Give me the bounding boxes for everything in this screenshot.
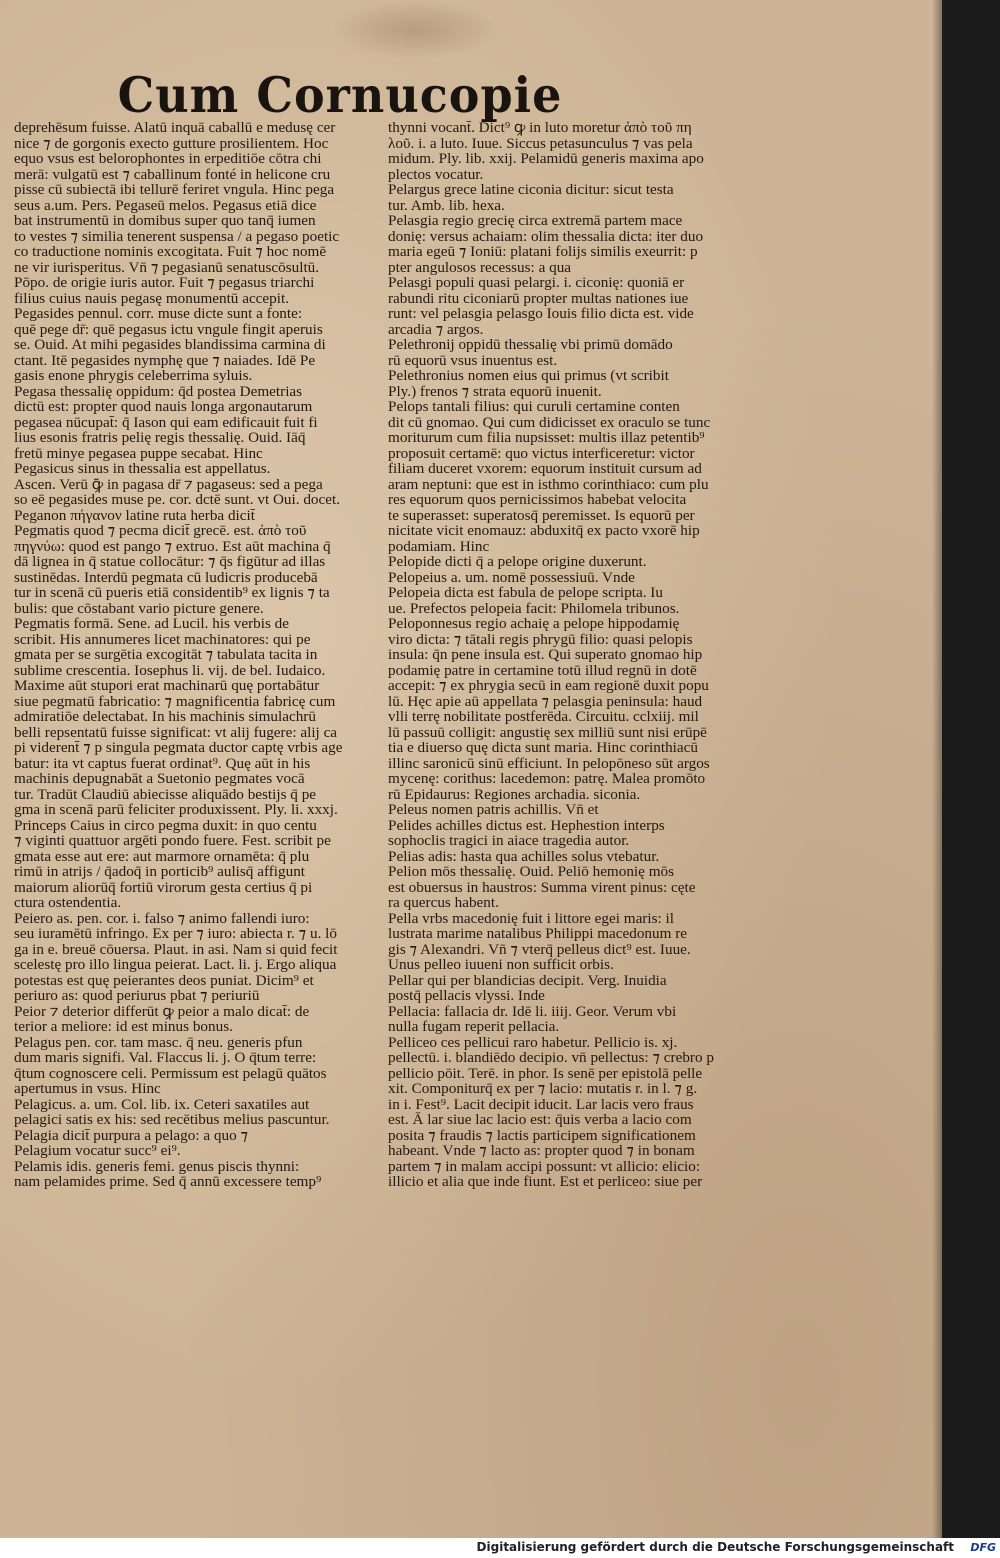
text-line: sublime crescentia. Iosephus li. vij. de bel. Iudaico. xyxy=(14,661,326,679)
text-line: tur. Tradūt Claudiū abiecisse aliquādo bestijs q̄ pe xyxy=(14,785,317,803)
text-line: Ply.) frenos ⁊ strata equorū inuenit. xyxy=(388,382,602,400)
text-line: pellectū. i. blandiēdo decipio. vn̄ pellectus: ⁊ crebro p xyxy=(388,1049,714,1066)
text-line: Pelagia dicit̄ purpura a pelago: a quo ⁊ xyxy=(14,1126,249,1144)
footer-bar xyxy=(0,1538,1000,1558)
text-line: seu iuramētū infringo. Ex per ⁊ iuro: abiecta r. ⁊ u. lō xyxy=(14,925,337,942)
text-line: maria egeū ⁊ Ioniū: platani folijs similis exeurrit: p xyxy=(388,243,698,260)
text-line: gma in scenā parū feliciter produxissent. Ply. li. xxxj. xyxy=(14,801,338,818)
text-line: lū. Hęc apie aū appellata ⁊ pelasgia peninsula: haud xyxy=(388,692,703,710)
text-line: Peloponnesus regio achaię a pelope hippodamię xyxy=(388,615,680,632)
text-line: maiorum aliorūq̄ fortiū virorum gesta certius q̄ pi xyxy=(14,878,313,896)
text-line: Pelopeia dicta est fabula de pelope scripta. Iu xyxy=(388,584,663,601)
text-line: Peganon πήγανον latine ruta herba dicit̄ xyxy=(14,506,255,524)
text-line: in i. Fest⁹. Lacit decipit iducit. Lar lacis vero fraus xyxy=(388,1095,694,1113)
text-line: res equorum quos pernicissimos habebat velocita xyxy=(388,491,687,508)
text-line: gasis enone phrygis celeberrima syluis. xyxy=(14,367,253,384)
text-line: plectos vocatur. xyxy=(388,165,484,183)
text-line: Pelias adis: hasta qua achilles solus vtebatur. xyxy=(388,847,660,865)
text-line: sophoclis tragici in aiace tragedia autor. xyxy=(388,832,630,849)
text-line: Pelides achilles dictus est. Hephestion interps xyxy=(388,816,665,834)
right-text-column xyxy=(388,120,748,1190)
text-line: seus a.um. Pers. Pegaseū melos. Pegasus etiā dice xyxy=(14,196,317,214)
text-line: pisse cū subiectā ibi tellurē feriret vngula. Hinc pega xyxy=(14,181,335,198)
text-line: aram neptuni: que est in isthmo corinthiaco: cum plu xyxy=(388,475,709,493)
text-line: fretū minye pegasea puppe secabat. Hinc xyxy=(14,444,263,462)
text-line: runt: vel pelasgia pelasgo Iouis filio dicta est. vide xyxy=(388,305,694,322)
text-line: moriturum cum filia nupsisset: multis illaz petentib⁹ xyxy=(388,429,705,446)
text-line: xit. Componiturq̄ ex per ⁊ lacio: mutatis r. in l. ⁊ g. xyxy=(388,1080,698,1097)
text-line: rū Epidaurus: Regiones archadia. siconia. xyxy=(388,785,641,803)
text-line: periuro as: quod periurus pbat ⁊ periuriū xyxy=(14,987,260,1004)
text-line: est. Ā lar siue lac lacio est: q̄uis verba a lacio com xyxy=(388,1111,692,1128)
text-line: Pelethronius nomen eius qui primus (vt scribit xyxy=(388,367,669,384)
text-line: co traductione nominis excogitata. Fuit ⁊ hoc nomē xyxy=(14,243,327,260)
text-line: Pelagus pen. cor. tam masc. q̄ neu. generis pfun xyxy=(14,1033,303,1051)
text-line: Pōpo. de origie iuris autor. Fuit ⁊ pegasus triarchi xyxy=(14,274,315,291)
paper-stain xyxy=(330,0,500,60)
text-line: Peleus nomen patris achillis. Vn̄ et xyxy=(388,801,599,818)
text-line: potestas est quę peierantes deos puniat. Dicim⁹ et xyxy=(14,971,314,989)
text-line: lū passuū colligit: angustię sex milliū sunt nisi erūpē xyxy=(388,723,707,741)
text-line: thynni vocant̄. Dict⁹ ꝙ in luto moretur ἀπὸ τοῦ πη xyxy=(388,120,692,136)
text-line: Pelamis idis. generis femi. genus piscis thynni: xyxy=(14,1157,300,1175)
text-line: ne vir iurisperitus. Vn̄ ⁊ pegasianū senatuscōsultū. xyxy=(14,258,320,276)
text-line: apertumus in vsus. Hinc xyxy=(14,1080,161,1097)
text-line: lustrata marime natalibus Philippi macedonum re xyxy=(388,925,688,942)
text-line: Pelopeius a. um. nomē possessiuū. Vnde xyxy=(388,568,635,586)
text-line: Pelasgia regio grecię circa extremā partem mace xyxy=(388,212,683,229)
text-line: nice ⁊ de gorgonis execto gutture prosilientem. Hoc xyxy=(14,134,329,152)
text-line: Pegmatis quod ⁊ pecma dicit̄ grecē. est. ἀπὸ τοῦ xyxy=(14,522,307,539)
text-line: dum maris signifi. Val. Flaccus li. j. O q̄tum terre: xyxy=(14,1049,317,1066)
text-line: machinis depugnabāt a Suetonio pegmates vocā xyxy=(14,770,305,787)
page-header-title: Cum Cornucopie xyxy=(117,66,563,124)
text-line: bulis: que cōstabant vario picture genere. xyxy=(14,599,264,617)
text-line: ra quercus habent. xyxy=(388,894,499,911)
text-line: λοῦ. i. a luto. Iuue. Siccus petasunculus ⁊ vas pela xyxy=(388,134,693,152)
text-line: rimū in atrijs / q̄adoq̄ in porticib⁹ aulisq̄ affigunt xyxy=(14,863,306,880)
text-line: Pelliceo ces pellicui raro habetur. Pellicio is. xj. xyxy=(388,1033,678,1051)
text-line: podamiam. Hinc xyxy=(388,537,490,555)
text-line: posita ⁊ fraudis ⁊ lactis participem significationem xyxy=(388,1126,696,1144)
text-line: gmata per se surgētia excogitāt ⁊ tabulata tacita in xyxy=(14,646,318,663)
text-line: midum. Ply. lib. xxij. Pelamidū generis maxima apo xyxy=(388,150,704,167)
text-line: pegasea nūcupat̄: q̄ Iason qui eam edificauit fuit fi xyxy=(14,413,318,431)
text-line: Pelasgi populi quasi pelargi. i. ciconię: quoniā er xyxy=(388,274,685,291)
text-line: lius esonis fratris pelię regis thessalię. Ouid. Iāq̄ xyxy=(14,429,306,446)
text-line: dictū est: propter quod nauis longa argonautarum xyxy=(14,398,313,415)
text-line: nam pelamides prime. Sed q̄ annū excessere temp⁹ xyxy=(14,1173,322,1190)
text-line: q̄tum cognoscere celi. Permissum est pelagū quātos xyxy=(14,1064,327,1082)
text-line: mycenę: corithus: lacedemon: patrę. Malea promōto xyxy=(388,770,706,787)
text-line: Pella vrbs macedonię fuit i littore egei maris: il xyxy=(388,909,674,927)
text-line: tia e diuerso quę dicta sunt maria. Hinc corinthiacū xyxy=(388,739,698,756)
text-line: tur. Amb. lib. hexa. xyxy=(388,196,505,214)
text-line: Pellar qui per blandicias decipit. Verg. Inuidia xyxy=(388,971,667,989)
text-line: Pegasides pennul. corr. muse dicte sunt a fonte: xyxy=(14,305,303,322)
text-line: belli repsentatū fuisse significat: vt alij fugere: alij ca xyxy=(14,723,338,741)
text-line: admiratiōe delectabat. In his machinis simulachrū xyxy=(14,708,316,725)
text-line: Pelion mōs thessalię. Ouid. Peliō hemonię mōs xyxy=(388,863,675,880)
left-text-column xyxy=(14,120,384,1190)
text-line: pellicio pōit. Terē. in phor. Is senē per epistolā pelle xyxy=(388,1064,703,1082)
text-line: arcadia ⁊ argos. xyxy=(388,320,484,338)
text-line: ue. Prefectos pelopeia facit: Philomela tribunos. xyxy=(388,599,680,617)
text-line: Princeps Caius in circo pegma duxit: in quo centu xyxy=(14,816,317,834)
text-line: Pelagium vocatur succ⁹ ei⁹. xyxy=(14,1142,181,1159)
text-line: dit cū gnomao. Qui cum didicisset ex oraculo se tunc xyxy=(388,413,711,431)
text-line: siue pegmatū fabricatio: ⁊ magnificentia fabricę cum xyxy=(14,692,336,710)
text-line: Pegasa thessalię oppidum: q̄d postea Demetrias xyxy=(14,382,303,400)
text-line: Pelagicus. a. um. Col. lib. ix. Ceteri saxatiles aut xyxy=(14,1095,310,1113)
text-line: Pellacia: fallacia dr. Idē li. iiij. Geor. Verum vbi xyxy=(388,1002,677,1020)
text-line: ctura ostendentia. xyxy=(14,894,122,911)
footer-credit: Digitalisierung gefördert durch die Deutsche Forschungsgemeinschaft xyxy=(476,1540,954,1554)
text-line: nicitate vicit enomauz: abduxitq̄ ex pacto vxorē hip xyxy=(388,522,700,539)
text-line: filiam duceret vxorem: equorum instituit cursum ad xyxy=(388,460,702,477)
text-line: pi viderent̄ ⁊ p singula pegmata ductor captę vrbis age xyxy=(14,739,343,756)
text-line: terior a meliore: id est minus bonus. xyxy=(14,1018,233,1035)
text-line: gis ⁊ Alexandri. Vn̄ ⁊ vterq̄ pelleus dict⁹ est. Iuue. xyxy=(388,940,691,958)
text-line: Peiero as. pen. cor. i. falso ⁊ animo fallendi iuro: xyxy=(14,909,310,927)
text-line: ⁊ viginti quattuor argēti pondo fuere. Fest. scribit pe xyxy=(14,832,331,849)
text-line: filius cuius nauis pegasę monumentū accepit. xyxy=(14,289,289,307)
text-line: insula: q̄n pene insula est. Qui superato gnomao hip xyxy=(388,646,703,663)
text-line: podamię patre in certamine totū illud regnū in dotē xyxy=(388,661,697,679)
text-line: viro dicta: ⁊ tātali regis phrygū filio: quasi pelopis xyxy=(388,630,693,648)
text-line: tur in scenā cū pueris etiā considentib⁹ ex lignis ⁊ ta xyxy=(14,584,330,601)
text-line: est obuersus in haustros: Summa virent pinus: cęte xyxy=(388,878,696,896)
text-line: postq̄ pellacis vlyssi. Inde xyxy=(388,987,545,1004)
text-line: Ascen. Verū ꝙ̄ in pagasa dr̄ ⁊ pagaseus: sed a pega xyxy=(14,475,323,493)
text-line: Maxime aūt stupori erat machinarū quę portabātur xyxy=(14,677,320,694)
text-line: equo vsus est belorophontes in erpeditiōe cōtra chi xyxy=(14,150,322,167)
text-line: Pelargus grece latine ciconia dicitur: sicut testa xyxy=(388,181,674,198)
text-line: so eē pegasides muse pe. cor. dctē sunt. vt Oui. docet. xyxy=(14,491,341,508)
text-line: gmata esse aut ere: aut marmore ornamēta: q̄ plu xyxy=(14,847,310,865)
text-line: bat instrumentū in domibus super quo tanq̄ iumen xyxy=(14,212,316,229)
text-line: scelestę pro illo lingua peierat. Lact. li. j. Ergo aliqua xyxy=(14,956,337,973)
text-line: partem ⁊ in malam accipi possunt: vt allicio: elicio: xyxy=(388,1157,701,1175)
text-line: se. Ouid. At mihi pegasides blandissima carmina di xyxy=(14,336,326,353)
text-line: donię: versus achaiam: olim thessalia dicta: iter duo xyxy=(388,227,704,245)
text-line: batur: ita vt captus fuerat ordinat⁹. Quę aūt in his xyxy=(14,754,311,772)
page-edge-shadow xyxy=(932,0,942,1538)
text-line: illicio et alia que inde fiunt. Est et perliceo: siue per xyxy=(388,1173,703,1190)
text-line: accepit: ⁊ ex phrygia secū in eam regionē duxit popu xyxy=(388,677,709,694)
text-line: nulla fugam reperit pellacia. xyxy=(388,1018,560,1035)
dfg-logo: DFG xyxy=(970,1541,996,1554)
text-line: illinc saronicū sinū efficiunt. In pelopōneso sūt argos xyxy=(388,754,710,772)
text-line: vlli terrę nobilitate postferēda. Circuitu. cclxiij. mil xyxy=(388,708,699,725)
text-line: scribit. His annumeres licet machinatores: qui pe xyxy=(14,630,311,648)
text-line: Pelethronij oppidū thessalię vbi primū domādo xyxy=(388,336,673,353)
text-line: Unus pelleo iuueni non sufficit orbis. xyxy=(388,956,614,973)
text-line: rū equorū vsus inuentus est. xyxy=(388,351,558,369)
text-line: pter angulosos recessus: a qua xyxy=(388,258,572,276)
text-line: te superasset: superatosq̄ peremisset. Is equorū per xyxy=(388,506,695,524)
text-line: sustinēdas. Interdū pegmata cū ludicris producebā xyxy=(14,568,318,586)
text-line: deprehēsum fuisse. Alatū inquā caballū e medusę cer xyxy=(14,120,336,136)
text-line: dā lignea in q̄ statue collocātur: ⁊ q̄s figūtur ad illas xyxy=(14,553,326,570)
text-line: ga in e. breuē cōuersa. Plaut. in asi. Nam si quid fecit xyxy=(14,940,338,958)
text-line: quē pege dr̄: quē pegasus ictu vngule fingit aperuis xyxy=(14,320,323,338)
text-line: ctant. Itē pegasides nymphę que ⁊ naiades. Idē Pe xyxy=(14,351,316,369)
text-line: Pelopide dicti q̄ a pelope origine duxerunt. xyxy=(388,553,647,570)
text-line: rabundi ritu ciconiarū propter multas nationes iue xyxy=(388,289,689,307)
text-line: to vestes ⁊ similia tenerent suspensa / a pegaso poetic xyxy=(14,227,340,245)
text-line: Pelops tantali filius: qui curuli certamine conten xyxy=(388,398,680,415)
text-line: Pegmatis formā. Sene. ad Lucil. his verbis de xyxy=(14,615,289,632)
text-line: merā: vulgatū est ⁊ caballinum fonté in helicone cru xyxy=(14,165,331,183)
text-line: πηγνύω: quod est pango ⁊ extruo. Est aūt machina q̄ xyxy=(14,537,331,555)
text-line: Peior ⁊ deterior differūt ꝙ peior a malo dicat̄: de xyxy=(14,1002,310,1020)
text-line: habeant. Vnde ⁊ lacto as: propter quod ⁊ in bonam xyxy=(388,1142,695,1159)
text-line: Pegasicus sinus in thessalia est appellatus. xyxy=(14,460,271,477)
text-line: proposuit certamē: quo victus interficeretur: victor xyxy=(388,444,695,462)
text-line: pelagici satis ex his: sed recētibus melius pascuntur. xyxy=(14,1111,330,1128)
